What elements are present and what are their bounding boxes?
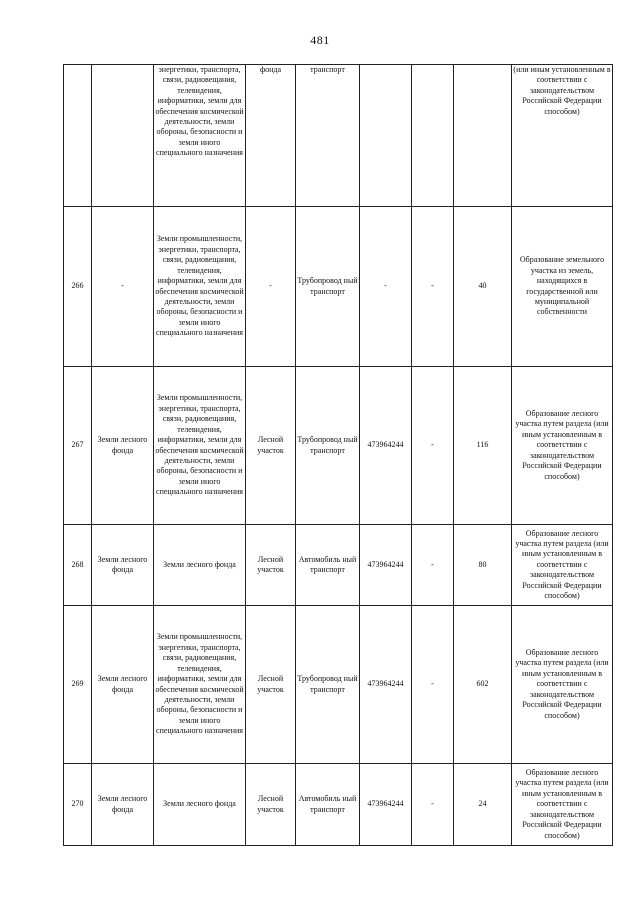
- cadastral-number-cell: 473964244: [360, 367, 412, 525]
- extra-cell: -: [412, 367, 454, 525]
- plot-type-cell: фонда: [246, 65, 296, 207]
- permitted-use-cell: Земли лесного фонда: [154, 764, 246, 846]
- land-category-cell: Земли лесного фонда: [92, 764, 154, 846]
- area-cell: 116: [454, 367, 512, 525]
- use-type-cell: Автомобиль ный транспорт: [296, 525, 360, 606]
- table-row: [64, 606, 613, 764]
- cadastral-number-cell: -: [360, 207, 412, 367]
- land-category-cell: Земли лесного фонда: [92, 525, 154, 606]
- formation-method-cell: Образование лесного участка путем раздела (или иным установленным в соответствии с законодательством Российской Федерации способом): [512, 367, 613, 525]
- formation-method-cell: Образование земельного участка из земель, находящихся в государственной или муниципальной собственности: [512, 207, 613, 367]
- table-row: [64, 207, 613, 367]
- formation-method-cell: Образование лесного участка путем раздела (или иным установленным в соответствии с законодательством Российской Федерации способом): [512, 525, 613, 606]
- area-cell: [454, 65, 512, 207]
- row-number-cell: 270: [64, 764, 92, 846]
- table-row: [64, 367, 613, 525]
- extra-cell: -: [412, 525, 454, 606]
- area-cell: 40: [454, 207, 512, 367]
- extra-cell: -: [412, 606, 454, 764]
- page-number: 481: [310, 33, 330, 47]
- use-type-cell: Автомобиль ный транспорт: [296, 764, 360, 846]
- table-row: [64, 525, 613, 606]
- cadastral-number-cell: 473964244: [360, 764, 412, 846]
- permitted-use-cell: Земли промышленности, энергетики, транспорта, связи, радиовещания, телевидения, информатики, земли для обеспечения космической деятельности, земли обороны, безопасности и земли иного специального назначения: [154, 606, 246, 764]
- area-cell: 602: [454, 606, 512, 764]
- formation-method-cell: Образование лесного участка путем раздела (или иным установленным в соответствии с законодательством Российской Федерации способом): [512, 606, 613, 764]
- land-category-cell: Земли лесного фонда: [92, 606, 154, 764]
- row-number-cell: 267: [64, 367, 92, 525]
- table-row: [64, 65, 613, 207]
- area-cell: 80: [454, 525, 512, 606]
- plot-type-cell: Лесной участок: [246, 525, 296, 606]
- land-plots-table: [63, 64, 613, 846]
- permitted-use-cell: энергетики, транспорта, связи, радиовещания, телевидения, информатики, земли для обеспечения космической деятельности, земли обороны, безопасности и земли иного специального назначения: [154, 65, 246, 207]
- row-number-cell: [64, 65, 92, 207]
- cadastral-number-cell: 473964244: [360, 525, 412, 606]
- extra-cell: [412, 65, 454, 207]
- row-number-cell: 269: [64, 606, 92, 764]
- permitted-use-cell: Земли промышленности, энергетики, транспорта, связи, радиовещания, телевидения, информатики, земли для обеспечения космической деятельности, земли обороны, безопасности и земли иного специального назначения: [154, 207, 246, 367]
- use-type-cell: Трубопровод ный транспорт: [296, 207, 360, 367]
- row-number-cell: 268: [64, 525, 92, 606]
- plot-type-cell: Лесной участок: [246, 764, 296, 846]
- plot-type-cell: Лесной участок: [246, 367, 296, 525]
- cadastral-number-cell: [360, 65, 412, 207]
- formation-method-cell: (или иным установленным в соответствии с законодательством Российской Федерации способом): [512, 65, 613, 207]
- table-row: [64, 764, 613, 846]
- use-type-cell: Трубопровод ный транспорт: [296, 367, 360, 525]
- land-category-cell: Земли лесного фонда: [92, 367, 154, 525]
- land-category-cell: [92, 65, 154, 207]
- extra-cell: -: [412, 207, 454, 367]
- extra-cell: -: [412, 764, 454, 846]
- use-type-cell: транспорт: [296, 65, 360, 207]
- cadastral-number-cell: 473964244: [360, 606, 412, 764]
- row-number-cell: 266: [64, 207, 92, 367]
- formation-method-cell: Образование лесного участка путем раздела (или иным установленным в соответствии с законодательством Российской Федерации способом): [512, 764, 613, 846]
- area-cell: 24: [454, 764, 512, 846]
- permitted-use-cell: Земли промышленности, энергетики, транспорта, связи, радиовещания, телевидения, информатики, земли для обеспечения космической деятельности, земли обороны, безопасности и земли иного специального назначения: [154, 367, 246, 525]
- plot-type-cell: -: [246, 207, 296, 367]
- land-category-cell: -: [92, 207, 154, 367]
- plot-type-cell: Лесной участок: [246, 606, 296, 764]
- permitted-use-cell: Земли лесного фонда: [154, 525, 246, 606]
- use-type-cell: Трубопровод ный транспорт: [296, 606, 360, 764]
